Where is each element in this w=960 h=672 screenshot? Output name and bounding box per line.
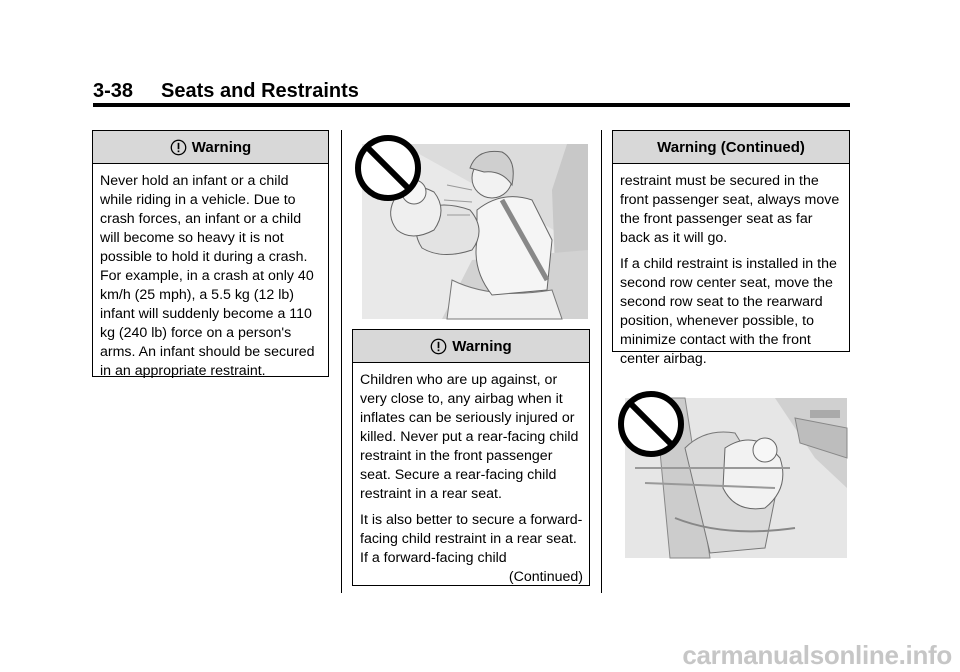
warning-title: Warning bbox=[191, 138, 252, 156]
warning-box-middle bbox=[352, 329, 590, 586]
warning-header bbox=[353, 330, 589, 363]
column-divider-right bbox=[601, 130, 602, 593]
continued-label: (Continued) bbox=[508, 569, 583, 585]
warning-box-right bbox=[612, 130, 850, 367]
page-header bbox=[93, 80, 359, 103]
infant-held-in-lap-illustration bbox=[352, 130, 590, 320]
warning-header bbox=[93, 131, 328, 164]
watermark: carmanualsonline.info bbox=[682, 640, 952, 670]
warning-text: Children who are up against, or very close to, any airbag when it inflates can be seriously injured or killed. Never put a rear-facing child restraint in the front passenger seat. Secure a rear-facing child restraint in a rear seat. bbox=[360, 372, 579, 502]
warning-text: Never hold an infant or a child while riding in a vehicle. Due to crash forces, an infant or a child will become so heavy it is not possible to hold it during a crash. For example, in a crash at only 40 km/h (25 mph), a 5.5 kg (12 lb) infant will suddenly become a 110 kg (240 lb) force on a person's arms. An infant should be secured in an appropriate restraint. bbox=[100, 173, 315, 379]
warning-icon bbox=[170, 139, 187, 156]
warning-header bbox=[613, 131, 849, 164]
header-rule bbox=[93, 103, 850, 107]
warning-text: If a child restraint is installed in the second row center seat, move the second row seat to the rearward position, whenever possible, to minimize contact with the front center airbag. bbox=[620, 256, 837, 367]
column-divider-left bbox=[341, 130, 342, 593]
warning-icon bbox=[430, 338, 447, 355]
section-title: Seats and Restraints bbox=[161, 80, 359, 102]
warning-text: It is also better to secure a forward-facing child restraint in a rear seat. If a forward-facing child bbox=[360, 512, 583, 566]
page-number: 3-38 bbox=[93, 80, 134, 102]
warning-title: Warning (Continued) bbox=[657, 138, 805, 156]
warning-text: restraint must be secured in the front passenger seat, always move the front passenger seat as far back as it will go. bbox=[620, 173, 840, 246]
warning-box-left bbox=[92, 130, 329, 377]
rear-facing-seat-front-illustration bbox=[615, 388, 850, 560]
warning-title: Warning bbox=[452, 337, 512, 355]
